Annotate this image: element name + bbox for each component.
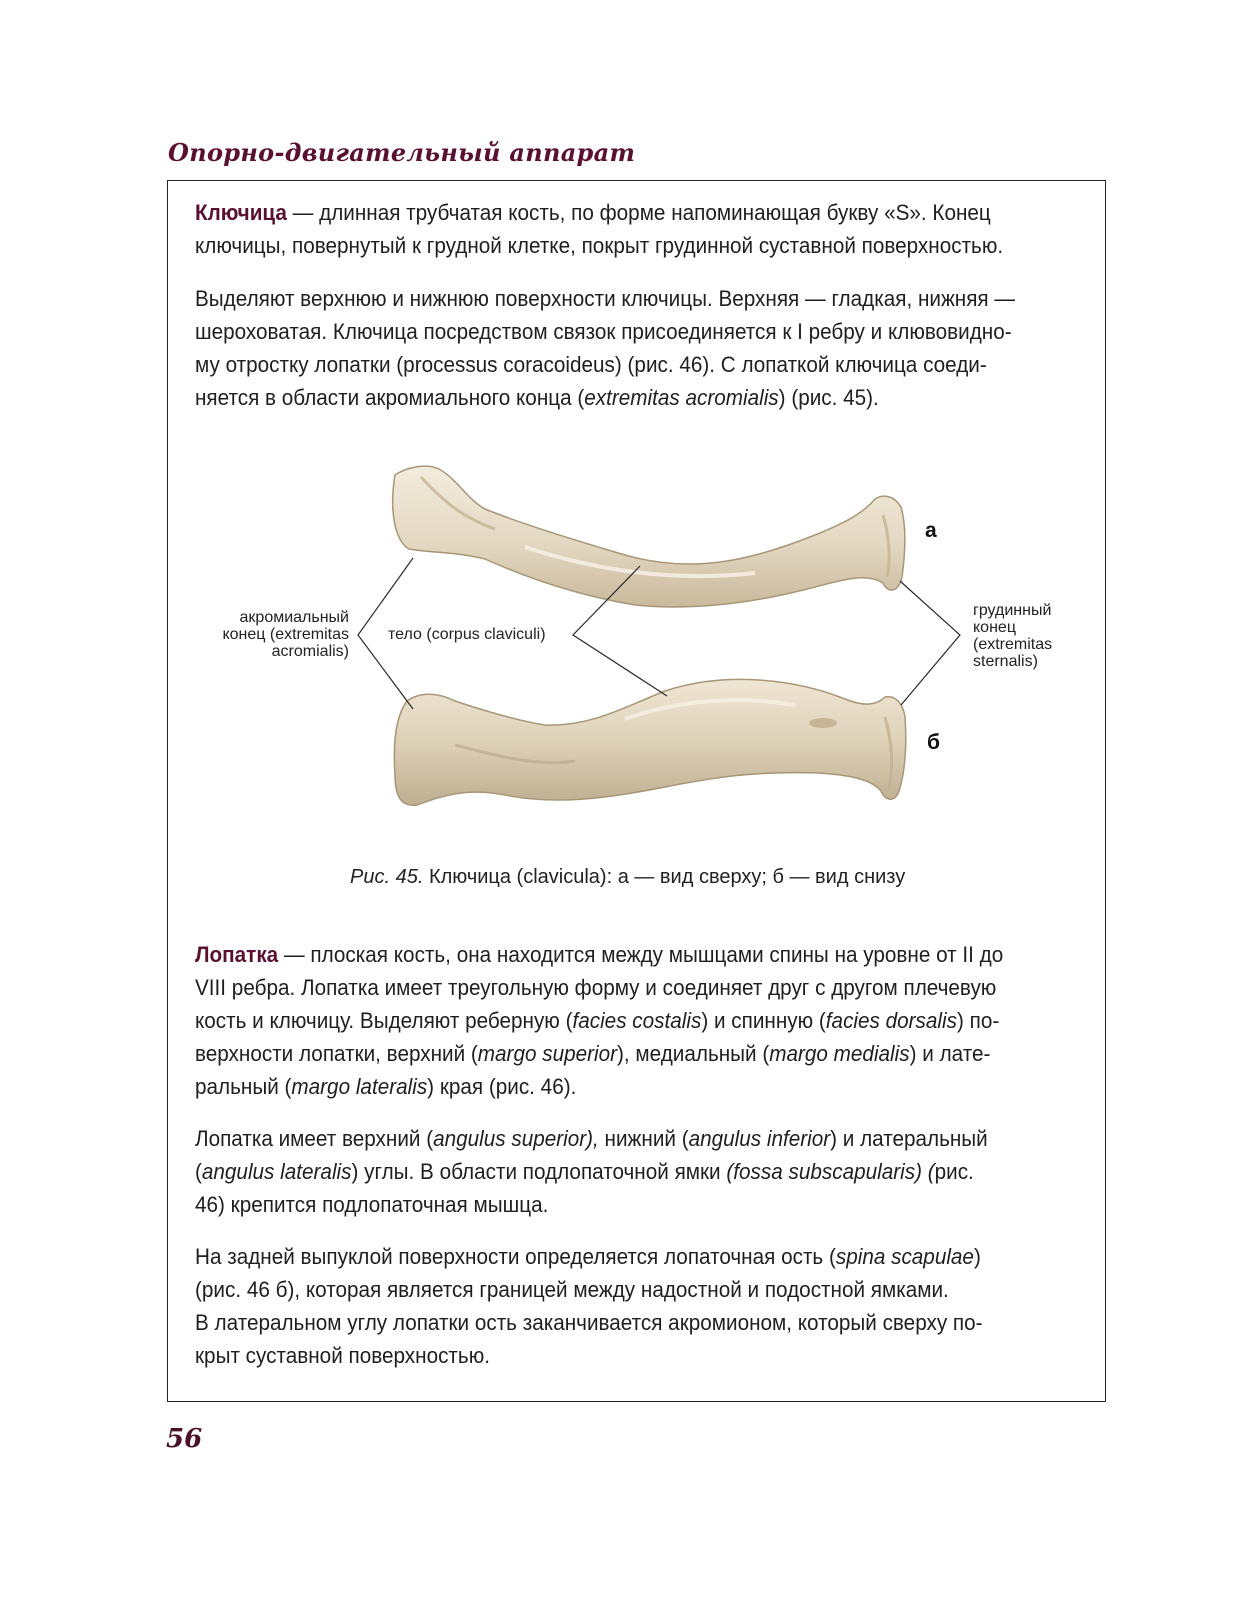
text-line: шероховатая. Ключица посредством связок присоединяется к I ребру и клювовидно- — [195, 319, 1012, 344]
text-span: ) углы. В области подлопаточной ямки — [351, 1159, 727, 1184]
latin-term: facies dorsalis — [825, 1008, 957, 1033]
text-span: няется в области акромиального конца ( — [195, 385, 585, 410]
text-span: рис. — [934, 1159, 974, 1184]
latin-term: (fossa subscapularis) ( — [726, 1159, 935, 1184]
label-line: конец — [973, 619, 1016, 636]
text-line — [195, 1070, 1009, 1103]
label-line: конец (extremitas — [222, 626, 349, 643]
label-acromial-end — [221, 609, 349, 660]
text-line: В латеральном углу лопатки ость заканчивается акромионом, который сверху по- — [195, 1310, 983, 1335]
view-letter-a: а — [925, 519, 937, 542]
text-line — [195, 1155, 1009, 1188]
page-number: 56 — [166, 1424, 203, 1454]
running-head: Опорно-двигательный аппарат — [168, 138, 636, 167]
text-line: VIII ребра. Лопатка имеет треугольную форму и соединяет друг с другом плечевую — [195, 975, 997, 1000]
text-line — [195, 1004, 1009, 1037]
caption-number: Рис. 45. — [350, 866, 424, 888]
latin-term: angulus superior), — [433, 1126, 599, 1151]
text-line: Выделяют верхнюю и нижнюю поверхности ключицы. Верхняя — гладкая, нижняя — — [195, 286, 1016, 311]
text-span: ральный ( — [195, 1074, 292, 1099]
text-line — [195, 938, 1009, 971]
view-letter-b: б — [927, 731, 940, 754]
latin-term: extremitas acromialis — [584, 385, 779, 410]
text-span: верхности лопатки, верхний ( — [195, 1041, 478, 1066]
latin-term: margo superior — [477, 1041, 618, 1066]
text-line — [195, 1122, 1009, 1155]
text-line: му отростку лопатки (processus coracoideus) (рис. 46). С лопаткой ключица соеди- — [195, 352, 987, 377]
scapula-paragraph-2 — [195, 1122, 1009, 1221]
text-line — [195, 1037, 1009, 1070]
text-span: На задней выпуклой поверхности определяется лопаточная ость ( — [195, 1244, 836, 1269]
clavicle-top-view — [393, 466, 905, 607]
text-span: — плоская кость, она находится между мышцами спины на уровне от II до — [278, 942, 1004, 967]
label-line: акромиальный — [239, 609, 349, 626]
text-span: ) — [973, 1244, 981, 1269]
label-sternal-end — [973, 602, 1077, 670]
text-span: ) и латеральный — [830, 1126, 988, 1151]
latin-term: facies costalis — [572, 1008, 702, 1033]
term-clavicle: Ключица — [195, 200, 287, 225]
text-line: ключицы, повернутый к грудной клетке, покрыт грудинной суставной поверхностью. — [195, 233, 1004, 258]
text-span: ( — [195, 1159, 202, 1184]
term-scapula: Лопатка — [195, 942, 279, 967]
clavicle-paragraph-2 — [195, 282, 1016, 414]
text-span: ) по- — [956, 1008, 1000, 1033]
text-span: Лопатка имеет верхний ( — [195, 1126, 434, 1151]
latin-term: margo medialis — [769, 1041, 910, 1066]
text-span: ) (рис. 45). — [778, 385, 879, 410]
clavicle-bottom-view — [394, 679, 905, 805]
clavicle-figure — [195, 455, 1080, 825]
text-span: нижний ( — [598, 1126, 689, 1151]
text-span: ) края (рис. 46). — [427, 1074, 577, 1099]
text-line — [195, 381, 1009, 414]
caption-text: Ключица (clavicula): а — вид сверху; б — вид снизу — [423, 866, 906, 888]
text-line: (рис. 46 б), которая является границей между надостной и подостной ямками. — [195, 1277, 949, 1302]
text-span: ) и спинную ( — [701, 1008, 826, 1033]
label-line: (extremitas — [973, 636, 1053, 653]
label-line: sternalis) — [973, 653, 1038, 670]
text-line — [195, 196, 1009, 229]
label-line: грудинный — [973, 602, 1052, 619]
text-line — [195, 1240, 1009, 1273]
label-clavicle-body: тело (corpus claviculi) — [388, 626, 546, 643]
label-line: acromialis) — [271, 643, 349, 660]
scapula-paragraph-3 — [195, 1240, 1009, 1372]
clavicle-paragraph-1 — [195, 196, 1009, 262]
latin-term: margo lateralis — [291, 1074, 428, 1099]
latin-term: angulus lateralis — [201, 1159, 352, 1184]
latin-term: spina scapulae — [835, 1244, 974, 1269]
latin-term: angulus inferior — [688, 1126, 831, 1151]
scapula-paragraph-1 — [195, 938, 1009, 1103]
text-span: ), медиальный ( — [617, 1041, 770, 1066]
text-line: крыт суставной поверхностью. — [195, 1343, 490, 1368]
text-span: — длинная трубчатая кость, по форме напоминающая букву «S». Конец — [286, 200, 991, 225]
text-line: 46) крепится подлопаточная мышца. — [195, 1192, 549, 1217]
text-span: кость и ключицу. Выделяют реберную ( — [195, 1008, 573, 1033]
figure-caption — [350, 866, 905, 889]
text-span: ) и лате- — [909, 1041, 991, 1066]
